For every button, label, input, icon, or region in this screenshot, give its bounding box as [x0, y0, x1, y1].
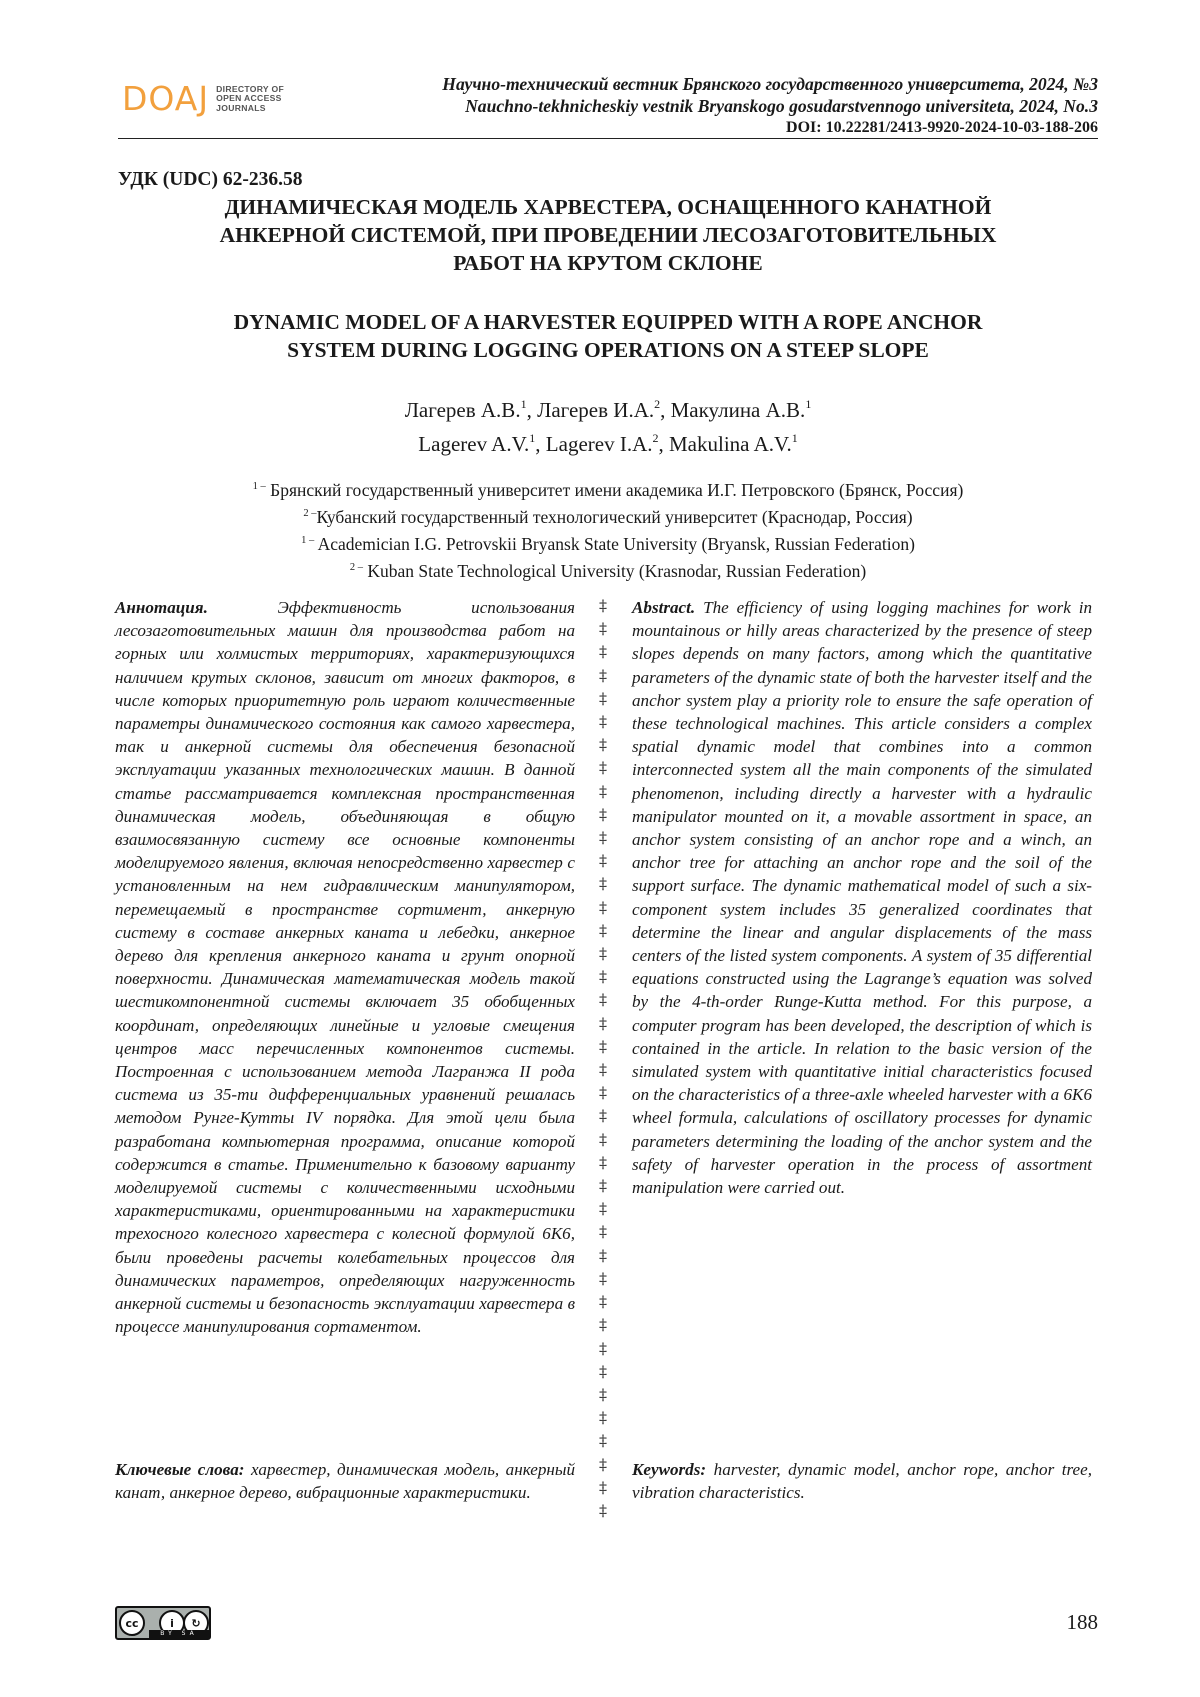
abstract-ru-label: Аннотация.	[115, 598, 208, 617]
affiliation-item: $^{2 -}$Кубанский государственный технологический университет (Краснодар, Россия)	[303, 507, 913, 527]
cc-icon: cc	[119, 1610, 145, 1636]
affiliations	[118, 475, 1098, 583]
page-number: 188	[1066, 1610, 1098, 1634]
license-strip: BY SA	[149, 1630, 209, 1638]
udc-code: УДК (UDC) 62-236.58	[118, 169, 303, 190]
doaj-logo-mark: DOAJ	[122, 79, 210, 118]
sa-icon: ↻	[183, 1610, 209, 1636]
affiliation-item: $^{2 -}$ Kuban State Technological University (Krasnodar, Russian Federation)	[349, 561, 867, 581]
journal-title-ru: Научно-технический вестник Брянского государственного университета, 2024, №3	[442, 74, 1098, 94]
abstract-ru-text: Эффективность использования лесозаготовительных машин для производства работ на горных или холмистых территориях, характеризующихся наличием крутых склонов, зависит от многих факторов, в числе которых приоритетную роль играют количественные параметры динамического состояния как самого харвестера, так и анкерной системы для обеспечения безопасной эксплуатации указанных технологических машин. В данной статье рассматривается комплексная пространственная динамическая модель, объединяющая в общую взаимосвязанную систему все основные компоненты моделируемого явления, включая непосредственно харвестер с установленным на нем гидравлическим манипулятором, перемещаемый в пространстве сортимент, анкерную систему в составе анкерных каната и лебедки, анкерное дерево для крепления анкерного каната и грунт опорной поверхности. Динамическая математическая модель такой шестикомпонентной системы включает 35 обобщенных координат, определяющих линейные и угловые смещения центров масс перечисленных компонентов системы. Построенная с использованием метода Лагранжа II рода система из 35-ти дифференциальных уравнений решалась методом Рунге-Кутты IV порядка. Для этой цели была разработана компьютерная программа, описание которой содержится в статье. Применительно к базовому варианту моделируемой системы с количественными исходными характеристиками, ориентированными на характеристики трехосного колесного харвестера с колесной формулой 6К6, были проведены расчеты колебательных процессов для динамических параметров, определяющих нагруженность анкерной системы и безопасность эксплуатации харвестера в процессе манипулирования сортаментом.	[115, 598, 575, 1337]
keywords-ru-text: харвестер, динамическая модель, анкерный канат, анкерное дерево, вибрационные характеристики.	[115, 1460, 576, 1503]
authors	[118, 390, 1098, 458]
article-title-ru: ДИНАМИЧЕСКАЯ МОДЕЛЬ ХАРВЕСТЕРА, ОСНАЩЕННОГО КАНАТНОЙ АНКЕРНОЙ СИСТЕМОЙ, ПРИ ПРОВЕДЕНИИ ЛЕСОЗАГОТОВИТЕЛЬНЫХ РАБОТ НА КРУТОМ СКЛОНЕ	[219, 195, 997, 275]
abstract-en-text: The efficiency of using logging machines for work in mountainous or hilly areas characterized by the presence of steep slopes depends on many factors, among which the quantitative parameters of the dynamic state of both the harvester itself and the anchor system play a priority role to ensure the safe operation of these technological machines. This article considers a complex spatial dynamic model that combines into a common interconnected system all the main components of the simulated phenomenon, including directly a harvester with a hydraulic manipulator mounted on it, a movable assortment in space, an anchor system consisting of an anchor rope and a winch, an anchor tree for attaching an anchor rope and the soil of the support surface. The dynamic mathematical model of such a six-component system includes 35 generalized coordinates that determine the linear and angular displacements of the mass centers of the listed system components. A system of 35 differential equations constructed using the Lagrange’s equation was solved by the 4-th-order Runge-Kutta method. For this purpose, a computer program has been developed, the description of which is contained in the article. In relation to the basic version of the simulated system with quantitative initial characteristics focused on the characteristics of a three-axle wheeled harvester with a 6K6 wheel formula, calculations of oscillatory processes for dynamic parameters determining the loading of the anchor system and the safety of harvester operation in the process of assortment manipulation were carried out.	[632, 598, 1092, 1198]
header-divider	[118, 138, 1098, 139]
keywords-en-text: harvester, dynamic model, anchor rope, anchor tree, vibration characteristics.	[632, 1460, 1092, 1503]
article-title-en: DYNAMIC MODEL OF A HARVESTER EQUIPPED WITH A ROPE ANCHOR SYSTEM DURING LOGGING OPERATIONS ON A STEEP SLOPE	[233, 310, 983, 362]
affiliation-item: $^{1 -}$ Брянский государственный университет имени академика И.Г. Петровского (Брянск, Россия)	[252, 480, 964, 500]
doaj-logo-text: DIRECTORY OF OPEN ACCESS JOURNALS	[216, 83, 285, 113]
authors-en: Lagerev A.V.$^1$, Lagerev I.A.$^2$, Makulina A.V.$^1$	[418, 431, 798, 456]
affiliation-item: $^{1 -}$ Academician I.G. Petrovskii Bryansk State University (Bryansk, Russian Federation)	[301, 534, 915, 554]
by-icon: i	[159, 1610, 185, 1636]
journal-header	[118, 66, 1098, 140]
authors-ru: Лагерев А.В.$^1$, Лагерев И.А.$^2$, Макулина А.В.$^1$	[404, 397, 812, 422]
abstract-ru	[115, 596, 575, 1339]
keywords-en	[632, 1458, 1092, 1504]
keywords-ru-label: Ключевые слова:	[115, 1460, 245, 1479]
keywords-en-label: Keywords:	[632, 1460, 707, 1479]
cc-by-sa-icon[interactable]	[115, 1606, 211, 1640]
abstract-en	[632, 596, 1092, 1199]
journal-title-en: Nauchno-tekhnicheskiy vestnik Bryanskogo gosudarstvennogo universiteta, 2024, No.3	[465, 96, 1098, 116]
column-divider: ‡ ‡ ‡ ‡ ‡ ‡ ‡ ‡ ‡ ‡ ‡ ‡ ‡ ‡ ‡ ‡ ‡ ‡ ‡ ‡ ‡ ‡ ‡ ‡ ‡ ‡ ‡ ‡ ‡ ‡ ‡ ‡ ‡ ‡ ‡ ‡ ‡ ‡ ‡ ‡	[599, 596, 607, 1520]
keywords-ru	[115, 1458, 575, 1504]
doi[interactable]: DOI: 10.22281/2413-9920-2024-10-03-188-206	[786, 119, 1098, 136]
abstract-en-label: Abstract.	[632, 598, 696, 617]
journal-title	[442, 73, 1098, 117]
doaj-logo[interactable]	[122, 79, 285, 118]
